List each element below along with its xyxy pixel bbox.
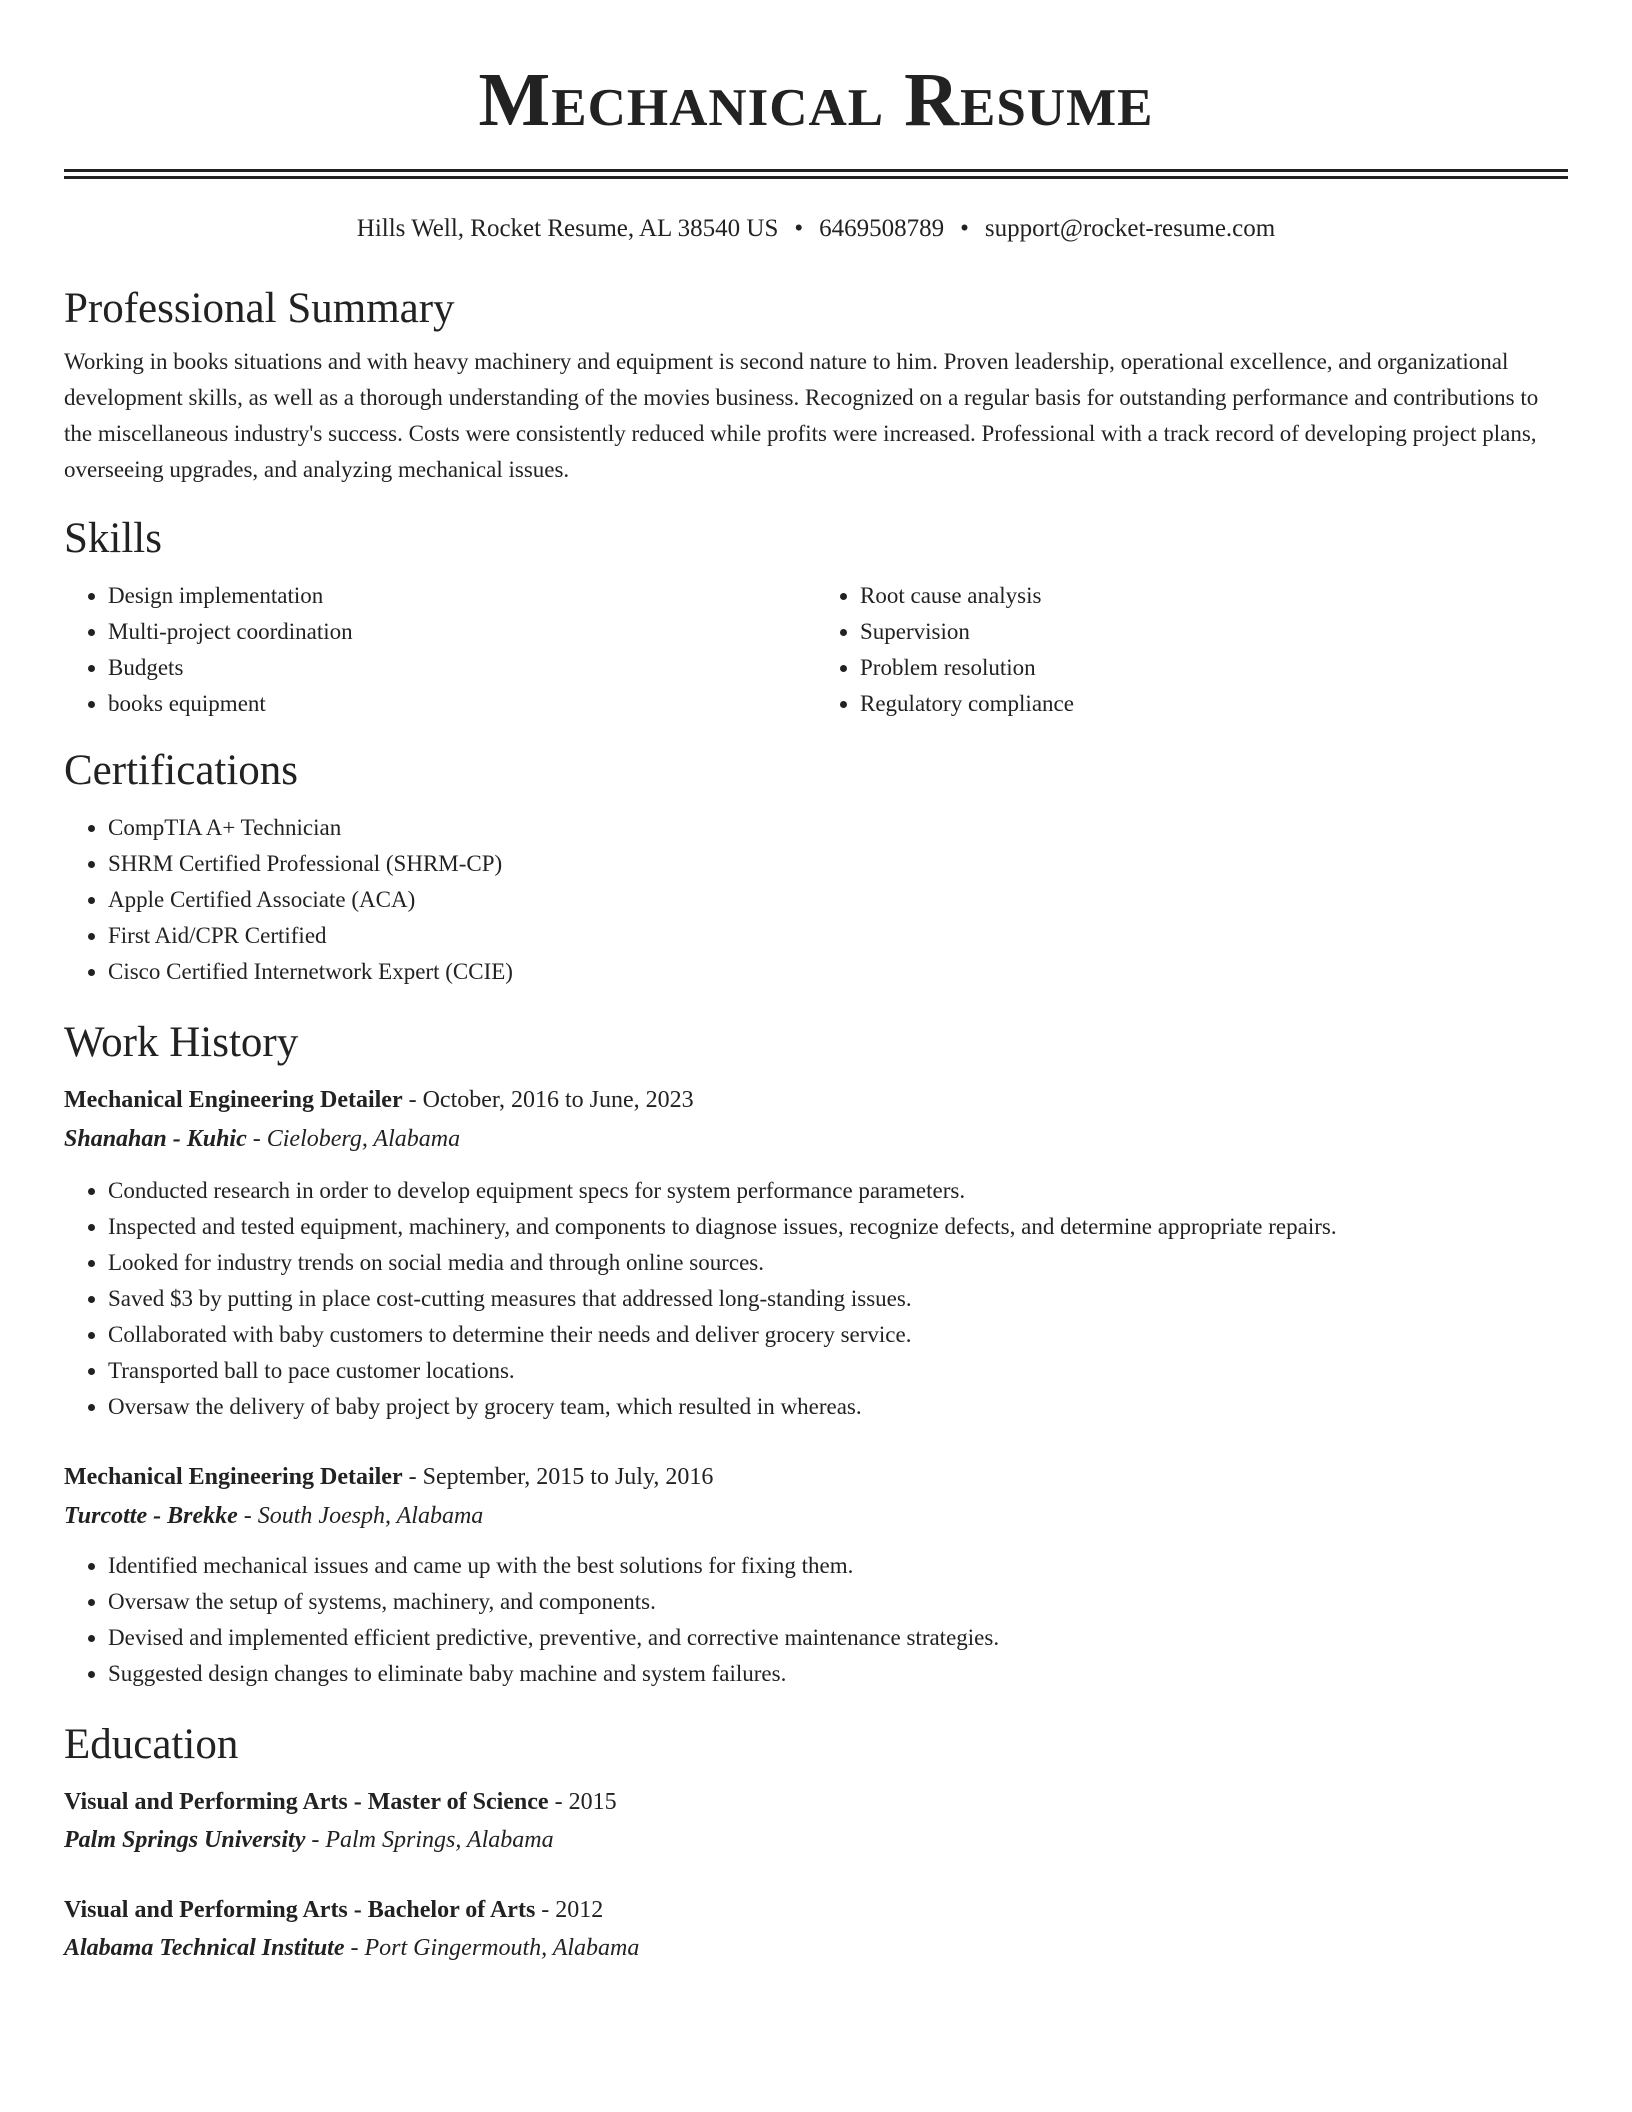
job-bullet: • Suggested design changes to eliminate baby machine and system failures. <box>108 1656 1568 1692</box>
certifications-section <box>64 746 1568 990</box>
title-double-rule <box>64 169 1568 179</box>
contact-separator: • <box>794 215 804 242</box>
skills-columns <box>64 578 1568 722</box>
degree-year: - 2015 <box>548 1789 617 1815</box>
job-location: - Cieloberg, Alabama <box>246 1126 461 1152</box>
school-line <box>64 1930 1568 1966</box>
school-name: Palm Springs University <box>64 1827 306 1853</box>
skill-item: • books equipment <box>108 686 816 722</box>
job-bullet: • Looked for industry trends on social media and through online sources. <box>108 1245 1568 1281</box>
summary-heading: Professional Summary <box>64 285 455 332</box>
job-bullets <box>64 1548 1568 1692</box>
certification-item: • SHRM Certified Professional (SHRM-CP) <box>108 846 1568 882</box>
certifications-heading: Certifications <box>64 747 299 794</box>
job-title-line <box>64 1082 1568 1118</box>
job-bullets <box>64 1173 1568 1425</box>
job-entry <box>64 1459 1568 1692</box>
job-bullet: • Devised and implemented efficient predictive, preventive, and corrective maintenance strategies. <box>108 1620 1568 1656</box>
skill-item: • Problem resolution <box>860 650 1568 686</box>
skill-item: • Multi-project coordination <box>108 614 816 650</box>
contact-phone: 6469508789 <box>819 215 945 242</box>
skills-left-list <box>64 578 816 722</box>
skills-right-list <box>816 578 1568 722</box>
summary-section <box>64 284 1568 488</box>
certification-item: • First Aid/CPR Certified <box>108 918 1568 954</box>
degree-line <box>64 1784 1568 1820</box>
school-name: Alabama Technical Institute <box>64 1935 345 1961</box>
certification-item: • CompTIA A+ Technician <box>108 810 1568 846</box>
job-bullet: • Collaborated with baby customers to determine their needs and deliver grocery service. <box>108 1317 1568 1353</box>
degree-name: Visual and Performing Arts - Bachelor of Arts <box>64 1897 536 1923</box>
school-line <box>64 1822 1568 1858</box>
contact-email: support@rocket-resume.com <box>984 215 1276 242</box>
job-bullet: • Oversaw the delivery of baby project by grocery team, which resulted in whereas. <box>108 1389 1568 1425</box>
job-company-line <box>64 1498 1568 1534</box>
job-bullet: • Saved $3 by putting in place cost-cutting measures that addressed long-standing issues. <box>108 1281 1568 1317</box>
job-company-line <box>64 1121 1568 1157</box>
job-title-line <box>64 1459 1568 1495</box>
degree-line <box>64 1892 1568 1928</box>
skill-item: • Budgets <box>108 650 816 686</box>
job-title: Mechanical Engineering Detailer <box>64 1087 403 1113</box>
education-heading: Education <box>64 1721 239 1768</box>
skill-item: • Regulatory compliance <box>860 686 1568 722</box>
school-location: - Port Gingermouth, Alabama <box>344 1935 640 1961</box>
job-location: - South Joesph, Alabama <box>237 1503 484 1529</box>
job-bullet: • Inspected and tested equipment, machinery, and components to diagnose issues, recognize defects, and determine appropriate repairs. <box>108 1209 1568 1245</box>
education-entry <box>64 1892 1568 1966</box>
skill-item: • Root cause analysis <box>860 578 1568 614</box>
contact-line <box>64 212 1568 246</box>
certification-item: • Cisco Certified Internetwork Expert (CCIE) <box>108 954 1568 990</box>
job-dates: - September, 2015 to July, 2016 <box>402 1464 714 1490</box>
skill-item: • Supervision <box>860 614 1568 650</box>
job-company: Shanahan - Kuhic <box>64 1126 247 1152</box>
skill-item: • Design implementation <box>108 578 816 614</box>
school-location: - Palm Springs, Alabama <box>305 1827 554 1853</box>
contact-address: Hills Well, Rocket Resume, AL 38540 US <box>356 215 779 242</box>
job-title: Mechanical Engineering Detailer <box>64 1464 403 1490</box>
job-entry <box>64 1082 1568 1425</box>
job-bullet: • Conducted research in order to develop equipment specs for system performance parameters. <box>108 1173 1568 1209</box>
degree-name: Visual and Performing Arts - Master of Science <box>64 1789 549 1815</box>
certifications-list <box>64 810 1568 990</box>
job-bullet: • Identified mechanical issues and came up with the best solutions for fixing them. <box>108 1548 1568 1584</box>
education-section <box>64 1720 1568 1966</box>
job-company: Turcotte - Brekke <box>64 1503 238 1529</box>
resume-title: Mechanical Resume <box>478 58 1154 142</box>
job-dates: - October, 2016 to June, 2023 <box>402 1087 694 1113</box>
skills-heading: Skills <box>64 515 162 562</box>
certification-item: • Apple Certified Associate (ACA) <box>108 882 1568 918</box>
education-entry <box>64 1784 1568 1858</box>
contact-separator: • <box>960 215 969 242</box>
degree-year: - 2012 <box>535 1897 604 1923</box>
summary-text: Working in books situations and with heavy machinery and equipment is second nature to him. Proven leadership, operational excellence, and organizational development skills, as well as a thorough understanding of the movies business. Recognized on a regular basis for outstanding performance and contributions to the miscellaneous industry's success. Costs were consistently reduced while profits were increased. Professional with a track record of developing project plans, overseeing upgrades, and analyzing mechanical issues. <box>64 349 1539 482</box>
job-bullet: • Transported ball to pace customer locations. <box>108 1353 1568 1389</box>
work-history-section <box>64 1018 1568 1692</box>
skills-section <box>64 514 1568 722</box>
job-bullet: • Oversaw the setup of systems, machinery, and components. <box>108 1584 1568 1620</box>
work-history-heading: Work History <box>64 1019 299 1066</box>
